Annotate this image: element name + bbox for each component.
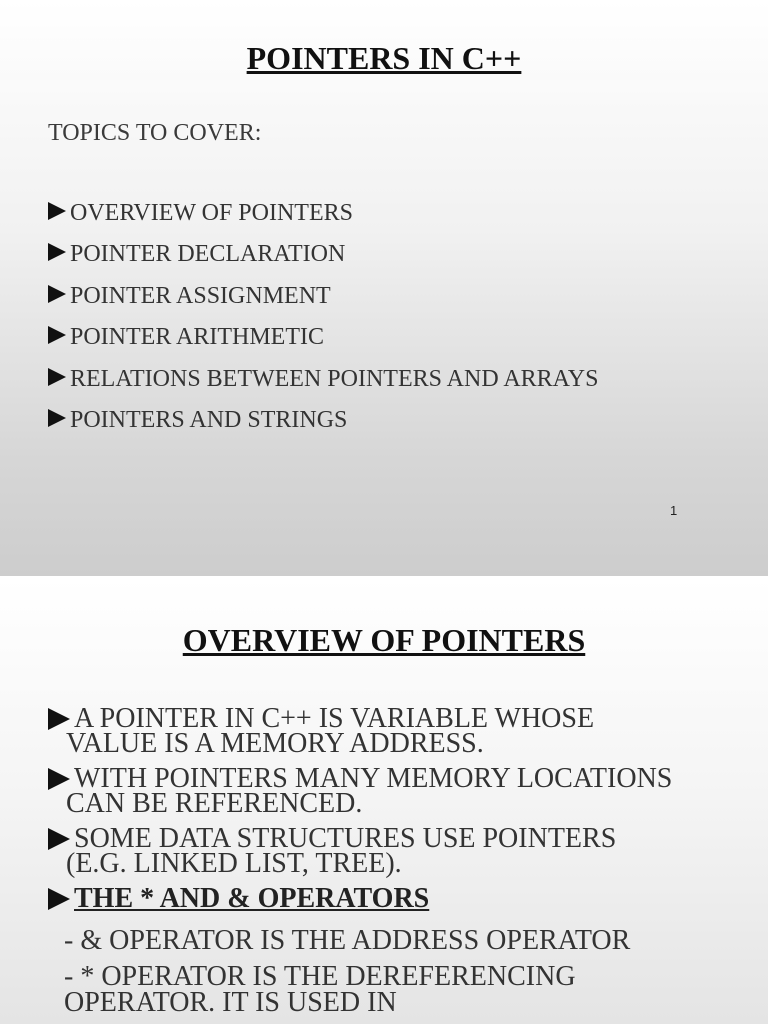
topic-label: POINTER ASSIGNMENT	[70, 282, 331, 309]
triangle-bullet-icon	[48, 708, 70, 730]
topic-label: POINTER DECLARATION	[70, 241, 346, 268]
topics-heading: TOPICS TO COVER:	[48, 120, 262, 146]
bullet-line: SOME DATA STRUCTURES USE POINTERS	[74, 823, 617, 854]
list-item	[48, 366, 598, 407]
triangle-bullet-icon	[48, 326, 66, 344]
bullet-line: CAN BE REFERENCED.	[66, 788, 363, 819]
topic-label: POINTERS AND STRINGS	[70, 406, 348, 433]
bullet-line: (E.G. LINKED LIST, TREE).	[66, 848, 402, 879]
slide-title: OVERVIEW OF POINTERS	[182, 622, 586, 658]
slide-title: POINTERS IN C++	[246, 40, 522, 76]
list-item	[48, 883, 748, 914]
sub-point: OPERATOR. IT IS USED IN	[64, 987, 397, 1018]
sub-point: - * OPERATOR IS THE DEREFERENCING	[64, 961, 576, 992]
topic-label: POINTER ARITHMETIC	[70, 324, 324, 351]
list-item	[48, 241, 598, 282]
list-item	[48, 763, 748, 819]
triangle-bullet-icon	[48, 285, 66, 303]
topics-list	[48, 200, 598, 448]
topic-label: OVERVIEW OF POINTERS	[70, 200, 353, 226]
triangle-bullet-icon	[48, 888, 70, 910]
triangle-bullet-icon	[48, 768, 70, 790]
list-item	[48, 703, 748, 759]
triangle-bullet-icon	[48, 243, 66, 261]
triangle-bullet-icon	[48, 202, 66, 220]
slide-2	[0, 578, 768, 1024]
list-item	[48, 407, 598, 448]
triangle-bullet-icon	[48, 828, 70, 850]
operators-heading: THE * AND & OPERATORS	[74, 883, 430, 914]
list-item	[48, 324, 598, 365]
topic-label: RELATIONS BETWEEN POINTERS AND ARRAYS	[70, 365, 599, 392]
list-item	[48, 283, 598, 324]
bullet-list	[48, 703, 748, 921]
list-item	[48, 200, 598, 241]
bullet-line: WITH POINTERS MANY MEMORY LOCATIONS	[74, 763, 673, 794]
page-number: 1	[670, 503, 678, 518]
sub-point: - & OPERATOR IS THE ADDRESS OPERATOR	[64, 925, 631, 956]
triangle-bullet-icon	[48, 368, 66, 386]
bullet-line: A POINTER IN C++ IS VARIABLE WHOSE	[74, 703, 595, 734]
triangle-bullet-icon	[48, 409, 66, 427]
list-item	[48, 823, 748, 879]
bullet-line: VALUE IS A MEMORY ADDRESS.	[66, 728, 484, 759]
